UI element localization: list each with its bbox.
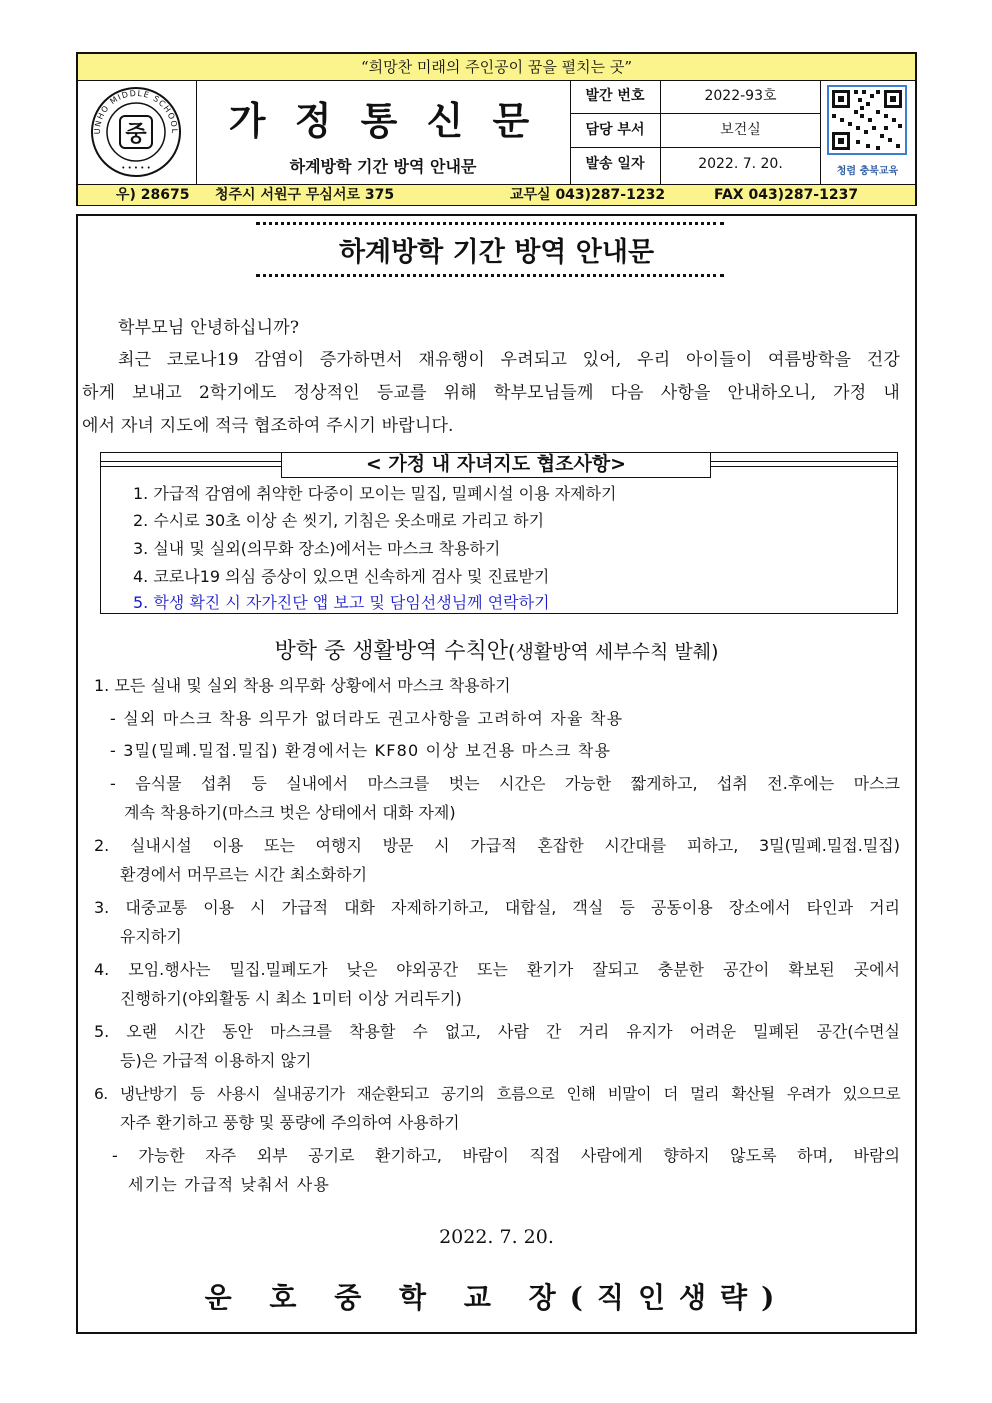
rule-continuation: 자주 환기하고 풍향 및 풍량에 주의하여 사용하기 (120, 1113, 460, 1132)
box-rule-left (101, 461, 281, 467)
rules-heading (78, 634, 915, 665)
intro-line: 최근 코로나19 감염이 증가하면서 재유행이 우려되고 있어, 우리 아이들이 여름방학을 건강 (118, 350, 900, 370)
rule-sub-item: - 가능한 자주 외부 공기로 환기하고, 바람이 직접 사람에게 향하지 않도록 하며, 바람의 (112, 1146, 900, 1165)
cooperation-title: < 가정 내 자녀지도 협조사항> (281, 452, 711, 478)
school-emblem-icon (78, 80, 196, 184)
rules-title: 방학 중 생활방역 수칙안 (274, 639, 509, 664)
qr-caption: 청렴 충북교육 (836, 166, 899, 177)
address-bar (78, 184, 915, 205)
info-label: 발간 번호 (570, 80, 661, 113)
qr-cell (820, 80, 915, 184)
rule-sub-item: - 3밀(밀폐.밀접.밀집) 환경에서는 KF80 이상 보건용 마스크 착용 (110, 741, 612, 760)
coop-item-highlight: 5. 학생 확진 시 자가진단 앱 보고 및 담임선생님께 연락하기 (133, 593, 550, 612)
rule-continuation: 세기는 가급적 낮춰서 사용 (128, 1175, 331, 1194)
intro-line: 하게 보내고 2학기에도 정상적인 등교를 위해 학부모님들께 다음 사항을 안내하오니, 가정 내 (82, 383, 900, 403)
divider-top (256, 222, 724, 225)
issue-date: 2022. 7. 20. (439, 1226, 554, 1248)
logo-char: 중 (125, 122, 147, 147)
title-cell (196, 80, 571, 184)
info-value: 2022-93호 (704, 88, 777, 104)
rule-item: 4. 모임.행사는 밀집.밀폐도가 낮은 야외공간 또는 환기가 잘되고 충분한 공간이 확보된 곳에서 (94, 960, 900, 979)
rule-item: 5. 오랜 시간 동안 마스크를 착용할 수 없고, 사람 간 거리 유지가 어려운 밀폐된 공간(수면실 (94, 1022, 900, 1041)
school-logo-cell (78, 80, 197, 184)
rule-continuation: 등)은 가급적 이용하지 않기 (120, 1051, 312, 1070)
rule-item: 3. 대중교통 이용 시 가급적 대화 자제하기하고, 대합실, 객실 등 공동이용 장소에서 타인과 거리 (94, 898, 900, 917)
rule-continuation: 유지하기 (120, 927, 182, 946)
info-row-issue-number (570, 80, 820, 114)
newsletter-header (76, 52, 917, 206)
zip-code: 우) 28675 (116, 187, 190, 203)
greeting: 학부모님 안녕하십니까? (118, 318, 300, 338)
info-label: 담당 부서 (570, 114, 661, 147)
cooperation-box (100, 452, 898, 614)
rule-item: 1. 모든 실내 및 실외 착용 의무화 상황에서 마스크 착용하기 (94, 676, 511, 695)
slogan: “희망찬 미래의 주인공이 꿈을 펼치는 곳” (78, 54, 915, 81)
issue-info-table (570, 80, 821, 184)
info-row-department (570, 114, 820, 148)
info-label: 발송 일자 (570, 148, 661, 184)
rule-item: 6. 냉난방기 등 사용시 실내공기가 재순환되고 공기의 흐름으로 인해 비말이 더 멀리 확산될 우려가 있으므로 (94, 1085, 900, 1103)
svg-text:• • • • •: • • • • • (121, 164, 151, 172)
intro-line: 에서 자녀 지도에 적극 협조하여 주시기 바랍니다. (82, 416, 454, 436)
school-address: 청주시 서원구 무심서로 375 (215, 187, 395, 203)
info-value: 보건실 (720, 122, 761, 138)
rule-sub-item: - 실외 마스크 착용 의무가 없더라도 권고사항을 고려하여 자율 착용 (110, 709, 624, 728)
coop-item: 4. 코로나19 의심 증상이 있으면 신속하게 검사 및 진료받기 (133, 567, 550, 586)
newsletter-subtitle: 하계방학 기간 방역 안내문 (289, 157, 477, 176)
notice-body (76, 214, 917, 1334)
coop-item: 3. 실내 및 실외(의무화 장소)에서는 마스크 착용하기 (133, 539, 501, 558)
rules-subtitle: (생활방역 세부수칙 발췌) (508, 641, 719, 663)
doc-title: 하계방학 기간 방역 안내문 (338, 237, 655, 268)
office-phone: 교무실 043)287-1232 (510, 187, 666, 203)
info-row-send-date (570, 148, 820, 184)
logo-arc-text: UNHO MIDDLE SCHOOL (92, 88, 180, 135)
newsletter-title: 가 정 통 신 문 (228, 98, 538, 143)
rule-continuation: 환경에서 머무르는 시간 최소화하기 (120, 865, 368, 884)
rule-continuation: 계속 착용하기(마스크 벗은 상태에서 대화 자제) (124, 803, 456, 822)
coop-item: 2. 수시로 30초 이상 손 씻기, 기침은 옷소매로 가리고 하기 (133, 511, 545, 530)
info-value: 2022. 7. 20. (698, 156, 783, 172)
divider-bottom (256, 274, 724, 277)
coop-item: 1. 가급적 감염에 취약한 다중이 모이는 밀집, 밀폐시설 이용 자제하기 (133, 484, 617, 503)
rule-continuation: 진행하기(야외활동 시 최소 1미터 이상 거리두기) (120, 989, 462, 1008)
rule-item: 2. 실내시설 이용 또는 여행지 방문 시 가급적 혼잡한 시간대를 피하고, 3밀(밀폐.밀접.밀집) (94, 836, 900, 855)
qr-code-icon (820, 80, 915, 160)
box-rule-right (711, 461, 897, 467)
principal-signature: 운 호 중 학 교 장(직인생략) (204, 1281, 789, 1314)
fax-number: FAX 043)287-1237 (714, 187, 859, 203)
rule-sub-item: - 음식물 섭취 등 실내에서 마스크를 벗는 시간은 가능한 짧게하고, 섭취 전.후에는 마스크 (110, 774, 900, 793)
